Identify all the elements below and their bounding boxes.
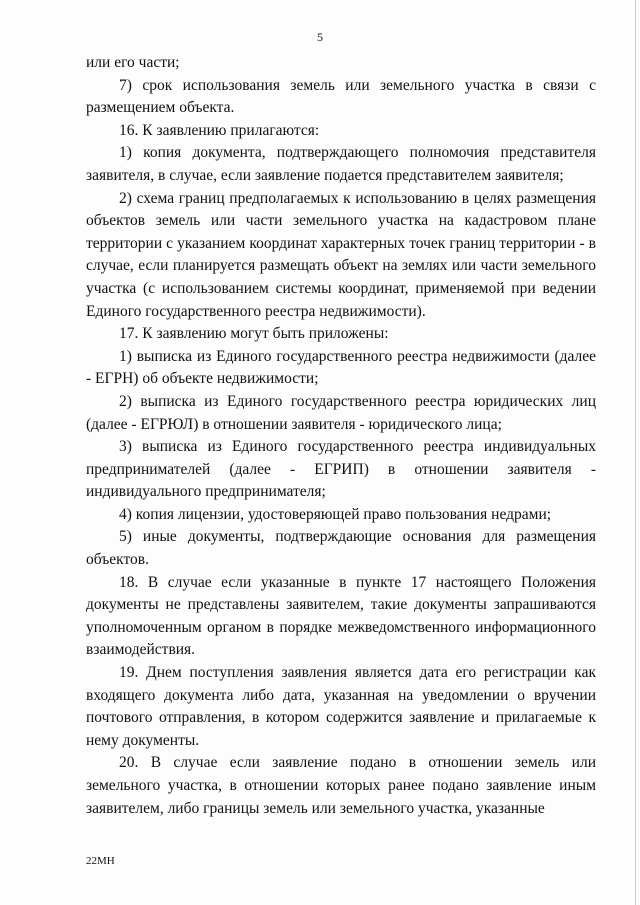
paragraph: 7) срок использования земель или земельного участка в связи с размещением объекта.	[86, 76, 596, 117]
paragraph: 1) копия документа, подтверждающего полномочия представителя заявителя, в случае, если заявление подается представителем заявителя;	[86, 144, 596, 184]
paragraph: 20. В случае если заявление подано в отношении земель или земельного участка, в отношении которых ранее подано заявление иным заявителем, либо границы земель или земельного участка, указанные	[86, 754, 596, 817]
paragraph: 19. Днем поступления заявления является дата его регистрации как входящего документа либо дата, указанная на уведомлении о вручении почтового отправления, в котором содержится заявление и прилагаемые к нему документы.	[86, 664, 596, 749]
paragraph: 2) выписка из Единого государственного реестра юридических лиц (далее - ЕГРЮЛ) в отношении заявителя - юридического лица;	[86, 392, 596, 433]
paragraph: 4) копия лицензии, удостоверяющей право пользования недрами;	[119, 505, 552, 523]
paragraph: 2) схема границ предполагаемых к использованию в целях размещения объектов земель или части земельного участка на кадастровом плане территории с указанием координат характерных точек границ территории - в случае, если планируется размещать объект на землях или части земельного участка (с использованием системы координат, применяемой при ведении Единого государственного реестра недвижимости).	[86, 189, 596, 320]
page-number: 5	[317, 30, 323, 44]
paragraph: 17. К заявлению могут быть приложены:	[119, 325, 389, 343]
paragraph: 3) выписка из Единого государственного реестра индивидуальных предпринимателей (далее - ЕГРИП) в отношении заявителя - индивидуального предпринимателя;	[86, 438, 596, 501]
document-body	[86, 52, 596, 820]
footer-code: 22МН	[86, 855, 115, 867]
paragraph: 18. В случае если указанные в пункте 17 настоящего Положения документы не представлены заявителем, такие документы запрашиваются уполномоченным органом в порядке межведомственного информационного взаимодействия.	[86, 573, 596, 659]
page-edge-line	[635, 0, 636, 905]
paragraph: 1) выписка из Единого государственного реестра недвижимости (далее - ЕГРН) об объекте недвижимости;	[86, 347, 596, 388]
paragraph: 5) иные документы, подтверждающие основания для размещения объектов.	[86, 528, 596, 569]
paragraph: 16. К заявлению прилагаются:	[119, 121, 320, 139]
paragraph: или его части;	[86, 54, 180, 71]
